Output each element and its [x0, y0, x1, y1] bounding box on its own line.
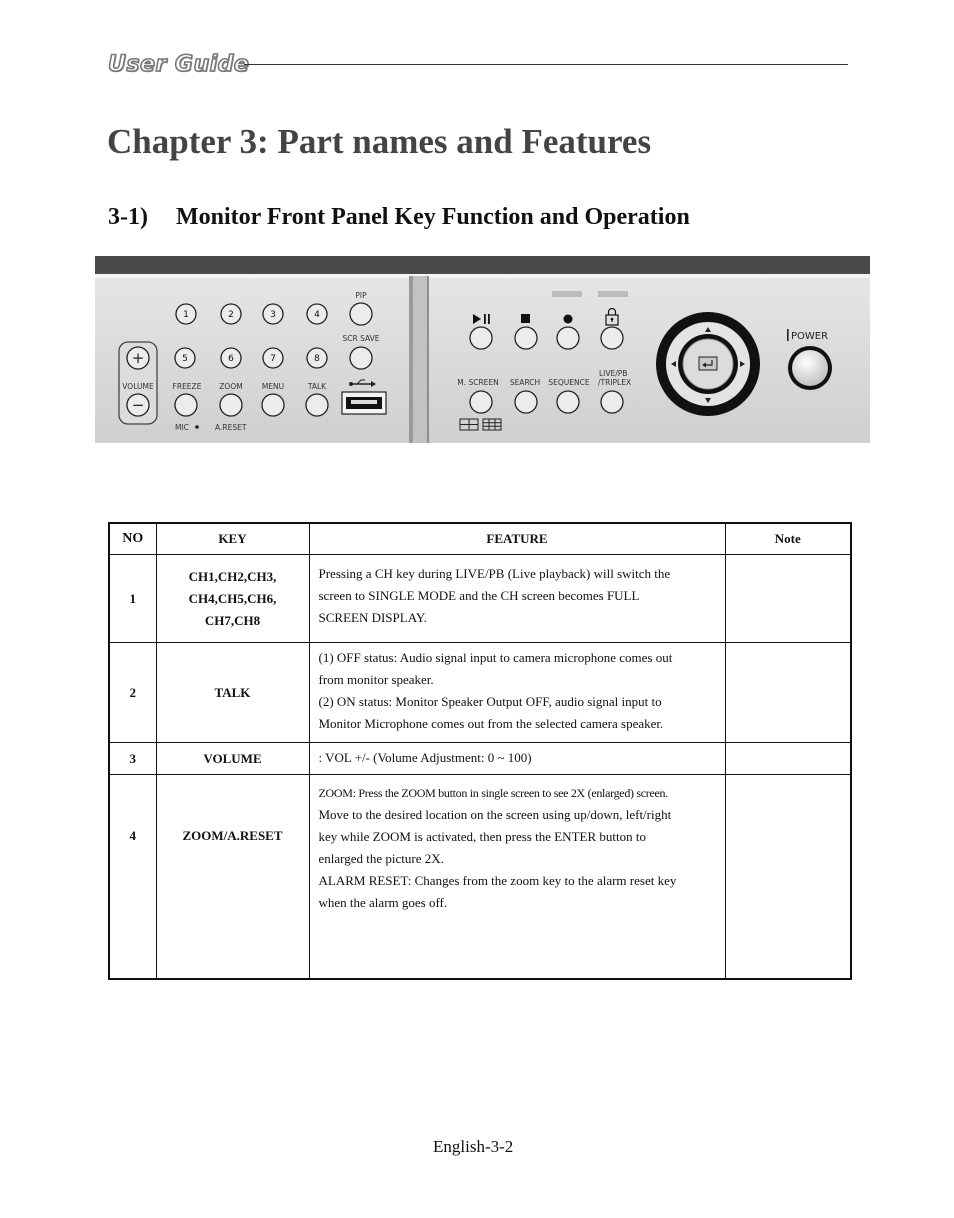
row-key — [156, 643, 309, 743]
row-note — [725, 775, 851, 979]
ch2-label: 2 — [228, 310, 234, 320]
feature-line: SCREEN DISPLAY. — [318, 610, 427, 625]
key-line: TALK — [214, 684, 251, 700]
row-feature — [309, 775, 725, 979]
ch6-label: 6 — [228, 354, 234, 364]
lock-button — [601, 327, 623, 349]
section-heading: Monitor Front Panel Key Function and Operation — [176, 204, 690, 230]
header-feature: FEATURE — [309, 523, 725, 555]
enter-icon — [699, 357, 717, 370]
row-number: 2 — [109, 643, 156, 743]
row-note — [725, 743, 851, 775]
talk-button — [306, 394, 328, 416]
freeze-label: FREEZE — [172, 382, 202, 391]
scr-save-button — [350, 347, 372, 369]
header-no: NO — [109, 523, 156, 555]
feature-line: Monitor Microphone comes out from the selected camera speaker. — [318, 716, 664, 731]
features-table — [108, 522, 852, 980]
row-key — [156, 775, 309, 979]
feature-line: key while ZOOM is activated, then press the ENTER button to — [318, 829, 646, 844]
row-key — [156, 743, 309, 775]
header-note: Note — [725, 523, 851, 555]
freeze-button — [175, 394, 197, 416]
stop-icon — [521, 314, 530, 323]
table-row — [109, 555, 851, 643]
front-panel-illustration — [95, 256, 870, 443]
feature-line: Move to the desired location on the screen using up/down, left/right — [318, 807, 672, 822]
feature-line: enlarged the picture 2X. — [318, 851, 444, 866]
triplex-label: /TRIPLEX — [598, 378, 632, 387]
ch1-label: 1 — [183, 310, 189, 320]
zoom-label: ZOOM — [219, 382, 243, 391]
record-button — [557, 327, 579, 349]
zoom-button — [220, 394, 242, 416]
table-row — [109, 775, 851, 979]
key-line: CH7,CH8 — [204, 612, 261, 628]
feature-line: from monitor speaker. — [318, 672, 434, 687]
svg-text:+: + — [131, 349, 145, 367]
m-screen-button — [470, 391, 492, 413]
search-button — [515, 391, 537, 413]
feature-line: ZOOM: Press the ZOOM button in single screen to see 2X (enlarged) screen. — [318, 786, 668, 800]
menu-button — [262, 394, 284, 416]
row-note — [725, 555, 851, 643]
sequence-button — [557, 391, 579, 413]
feature-line: Pressing a CH key during LIVE/PB (Live playback) will switch the — [318, 566, 671, 581]
talk-label: TALK — [307, 382, 327, 391]
usb-port — [342, 392, 386, 414]
menu-label: MENU — [261, 382, 285, 391]
live-pb-label: LIVE/PB — [599, 369, 628, 378]
table-row — [109, 743, 851, 775]
play-pause-button — [470, 327, 492, 349]
page-number: English-3-2 — [433, 1137, 514, 1156]
header-key: KEY — [156, 523, 309, 555]
sequence-label: SEQUENCE — [548, 378, 590, 387]
ch7-label: 7 — [270, 354, 276, 364]
feature-line: when the alarm goes off. — [318, 895, 448, 910]
table-row — [109, 643, 851, 743]
feature-line: ALARM RESET: Changes from the zoom key to the alarm reset key — [318, 873, 677, 888]
ch5-label: 5 — [182, 354, 188, 364]
indicator-tab-2 — [598, 291, 628, 297]
live-pb-triplex-button — [601, 391, 623, 413]
key-line: CH1,CH2,CH3, — [188, 568, 277, 584]
section-number: 3-1) — [108, 204, 148, 230]
key-line: ZOOM/A.RESET — [182, 828, 283, 843]
pip-label: PIP — [355, 291, 367, 300]
row-feature — [309, 743, 725, 775]
indicator-tab-1 — [552, 291, 582, 297]
row-key — [156, 555, 309, 643]
pip-button — [350, 303, 372, 325]
row-note — [725, 643, 851, 743]
header-rule — [244, 64, 848, 65]
search-label: SEARCH — [509, 378, 541, 387]
record-icon — [564, 315, 573, 324]
m-screen-label: M. SCREEN — [457, 378, 499, 387]
feature-line: (1) OFF status: Audio signal input to camera microphone comes out — [318, 650, 673, 665]
feature-line: : VOL +/- (Volume Adjustment: 0 ~ 100) — [318, 750, 532, 765]
table-header-row — [109, 523, 851, 555]
row-feature — [309, 643, 725, 743]
section-title — [108, 204, 690, 231]
user-guide-logo: User Guide — [108, 52, 250, 77]
feature-line: screen to SINGLE MODE and the CH screen becomes FULL — [318, 588, 640, 603]
row-number: 4 — [109, 775, 156, 979]
mic-label: MIC — [175, 423, 189, 432]
chapter-title: Chapter 3: Part names and Features — [107, 122, 652, 161]
power-label: POWER — [791, 331, 829, 342]
key-line: VOLUME — [203, 750, 262, 766]
row-number: 3 — [109, 743, 156, 775]
scr-save-label: SCR SAVE — [342, 334, 380, 343]
row-feature — [309, 555, 725, 643]
key-line: CH4,CH5,CH6, — [188, 590, 277, 606]
mic-hole — [195, 425, 199, 429]
panel-divider — [409, 276, 413, 443]
ch8-label: 8 — [314, 354, 320, 364]
feature-line: (2) ON status: Monitor Speaker Output OFF, audio signal input to — [318, 694, 662, 709]
ch4-label: 4 — [314, 310, 320, 320]
volume-label: VOLUME — [122, 382, 154, 391]
ch3-label: 3 — [270, 310, 276, 320]
a-reset-label: A.RESET — [215, 423, 247, 432]
stop-button — [515, 327, 537, 349]
svg-text:−: − — [131, 396, 145, 414]
panel-top-bar — [95, 256, 870, 274]
row-number: 1 — [109, 555, 156, 643]
